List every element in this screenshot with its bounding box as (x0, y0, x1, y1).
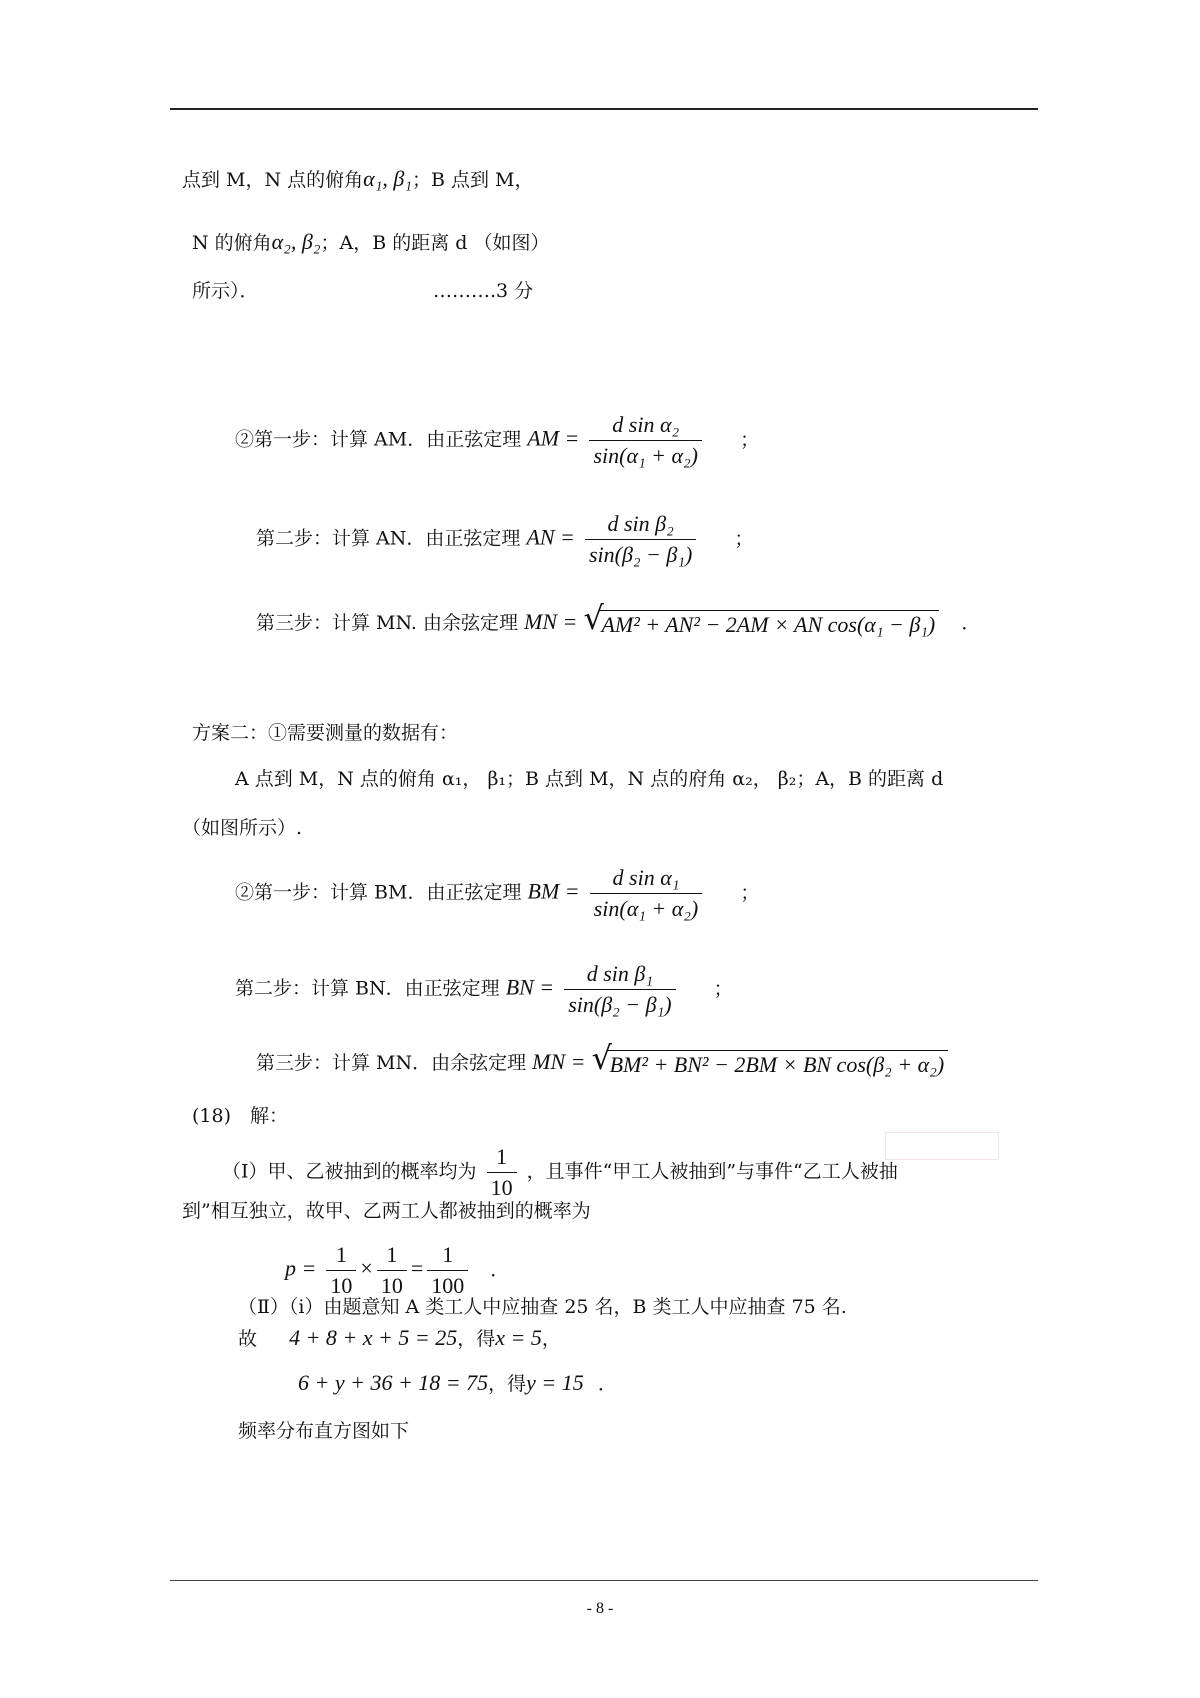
fraction: $\frac{1}{100}$ (427, 1243, 468, 1298)
fraction: $\frac{\text{d sin α₁}}{\text{sin(α₁ + α₂)}}$ (590, 866, 703, 921)
fraction: $\frac{\text{d sin α₂}}{\text{sin(α₁ + α₂)}}$ (589, 413, 702, 468)
fraction: $\frac{1}{10}$ (326, 1243, 356, 1298)
page-number: - 8 - (586, 1600, 614, 1617)
fraction: $\frac{1}{10}$ (377, 1243, 407, 1298)
plan1-step3: 第三步：计算 MN. 由余弦定理 MN = √ AM² + AN² − 2AM × AN cos(α₁ − β₁) ． (256, 599, 981, 637)
q18-eq1: 故 4 + 8 + x + 5 = 25，得x = 5， (238, 1325, 561, 1350)
q18-hist-caption: 频率分布直方图如下 (238, 1420, 410, 1442)
plan2-step2: 第二步：计算 BN．由正弦定理 BN = $\frac{\text{d sin β₁}}{\text{sin(β₂ − β₁)}}$ ； (235, 961, 733, 1017)
q18-probability: p = $\frac{1}{10}$ × $\frac{1}{10}$ = $\frac{1}{100}$ ． (285, 1242, 510, 1298)
header-rule (170, 108, 1038, 110)
plan1-line3: 所示）． (192, 280, 259, 302)
plan2-step1: ②第一步：计算 BM．由正弦定理 BM = $\frac{\text{d sin α₁}}{\text{sin(α₁ + α₂)}}$ ； (235, 865, 760, 921)
square-root: √ AM² + AN² − 2AM × AN cos(α₁ − β₁) (583, 610, 939, 638)
q18-heading: (18) 解： (192, 1105, 289, 1127)
fraction: $\frac{\text{d sin β₂}}{\text{sin(β₂ − β₁)}}$ (585, 512, 696, 567)
plan2-heading: 方案二：①需要测量的数据有： (192, 722, 459, 744)
square-root: √ BM² + BN² − 2BM × BN cos(β₂ + α₂) (592, 1050, 949, 1078)
plan1-line2: N 的俯角α₂, β₂；A，B 的距离 d （如图） (192, 229, 550, 254)
plan1-score: ……….3 分 (433, 280, 534, 302)
fraction: $\frac{\text{d sin β₁}}{\text{sin(β₂ − β₁)}}$ (564, 962, 675, 1017)
plan1-step1: ②第一步：计算 AM．由正弦定理 AM = $\frac{\text{d sin α₂}}{\text{sin(α₁ + α₂)}}$ ； (235, 412, 760, 468)
footer-rule (170, 1580, 1038, 1581)
fraction: $\frac{1}{10}$ (487, 1145, 517, 1200)
plan1-line1: 点到 M，N 点的俯角α₁, β₁；B 点到 M， (182, 166, 534, 191)
q18-eq2: 6 + y + 36 + 18 = 75，得y = 15 ． (298, 1370, 617, 1395)
q18-part1-line1: （Ⅰ）甲、乙被抽到的概率均为 $\frac{1}{10}$ ，且事件“甲工人被抽到”与事件“乙工人被抽 (222, 1144, 898, 1200)
q18-part2-line1: （Ⅱ）（i）由题意知 A 类工人中应抽查 25 名，B 类工人中应抽查 75 名. (238, 1296, 847, 1318)
q18-part1-line2: 到”相互独立，故甲、乙两工人都被抽到的概率为 (182, 1200, 591, 1222)
plan2-line1: A 点到 M，N 点的俯角 α₁， β₁；B 点到 M，N 点的府角 α₂， β₂；A，B 的距离 d (235, 768, 944, 790)
plan1-step2: 第二步：计算 AN．由正弦定理 AN = $\frac{\text{d sin β₂}}{\text{sin(β₂ − β₁)}}$ ； (256, 511, 754, 567)
plan2-line2: （如图所示）. (182, 817, 303, 839)
plan2-step3: 第三步：计算 MN．由余弦定理 MN = √ BM² + BN² − 2BM × BN cos(β₂ + α₂) (256, 1050, 948, 1078)
watermark-stamp (885, 1132, 999, 1160)
